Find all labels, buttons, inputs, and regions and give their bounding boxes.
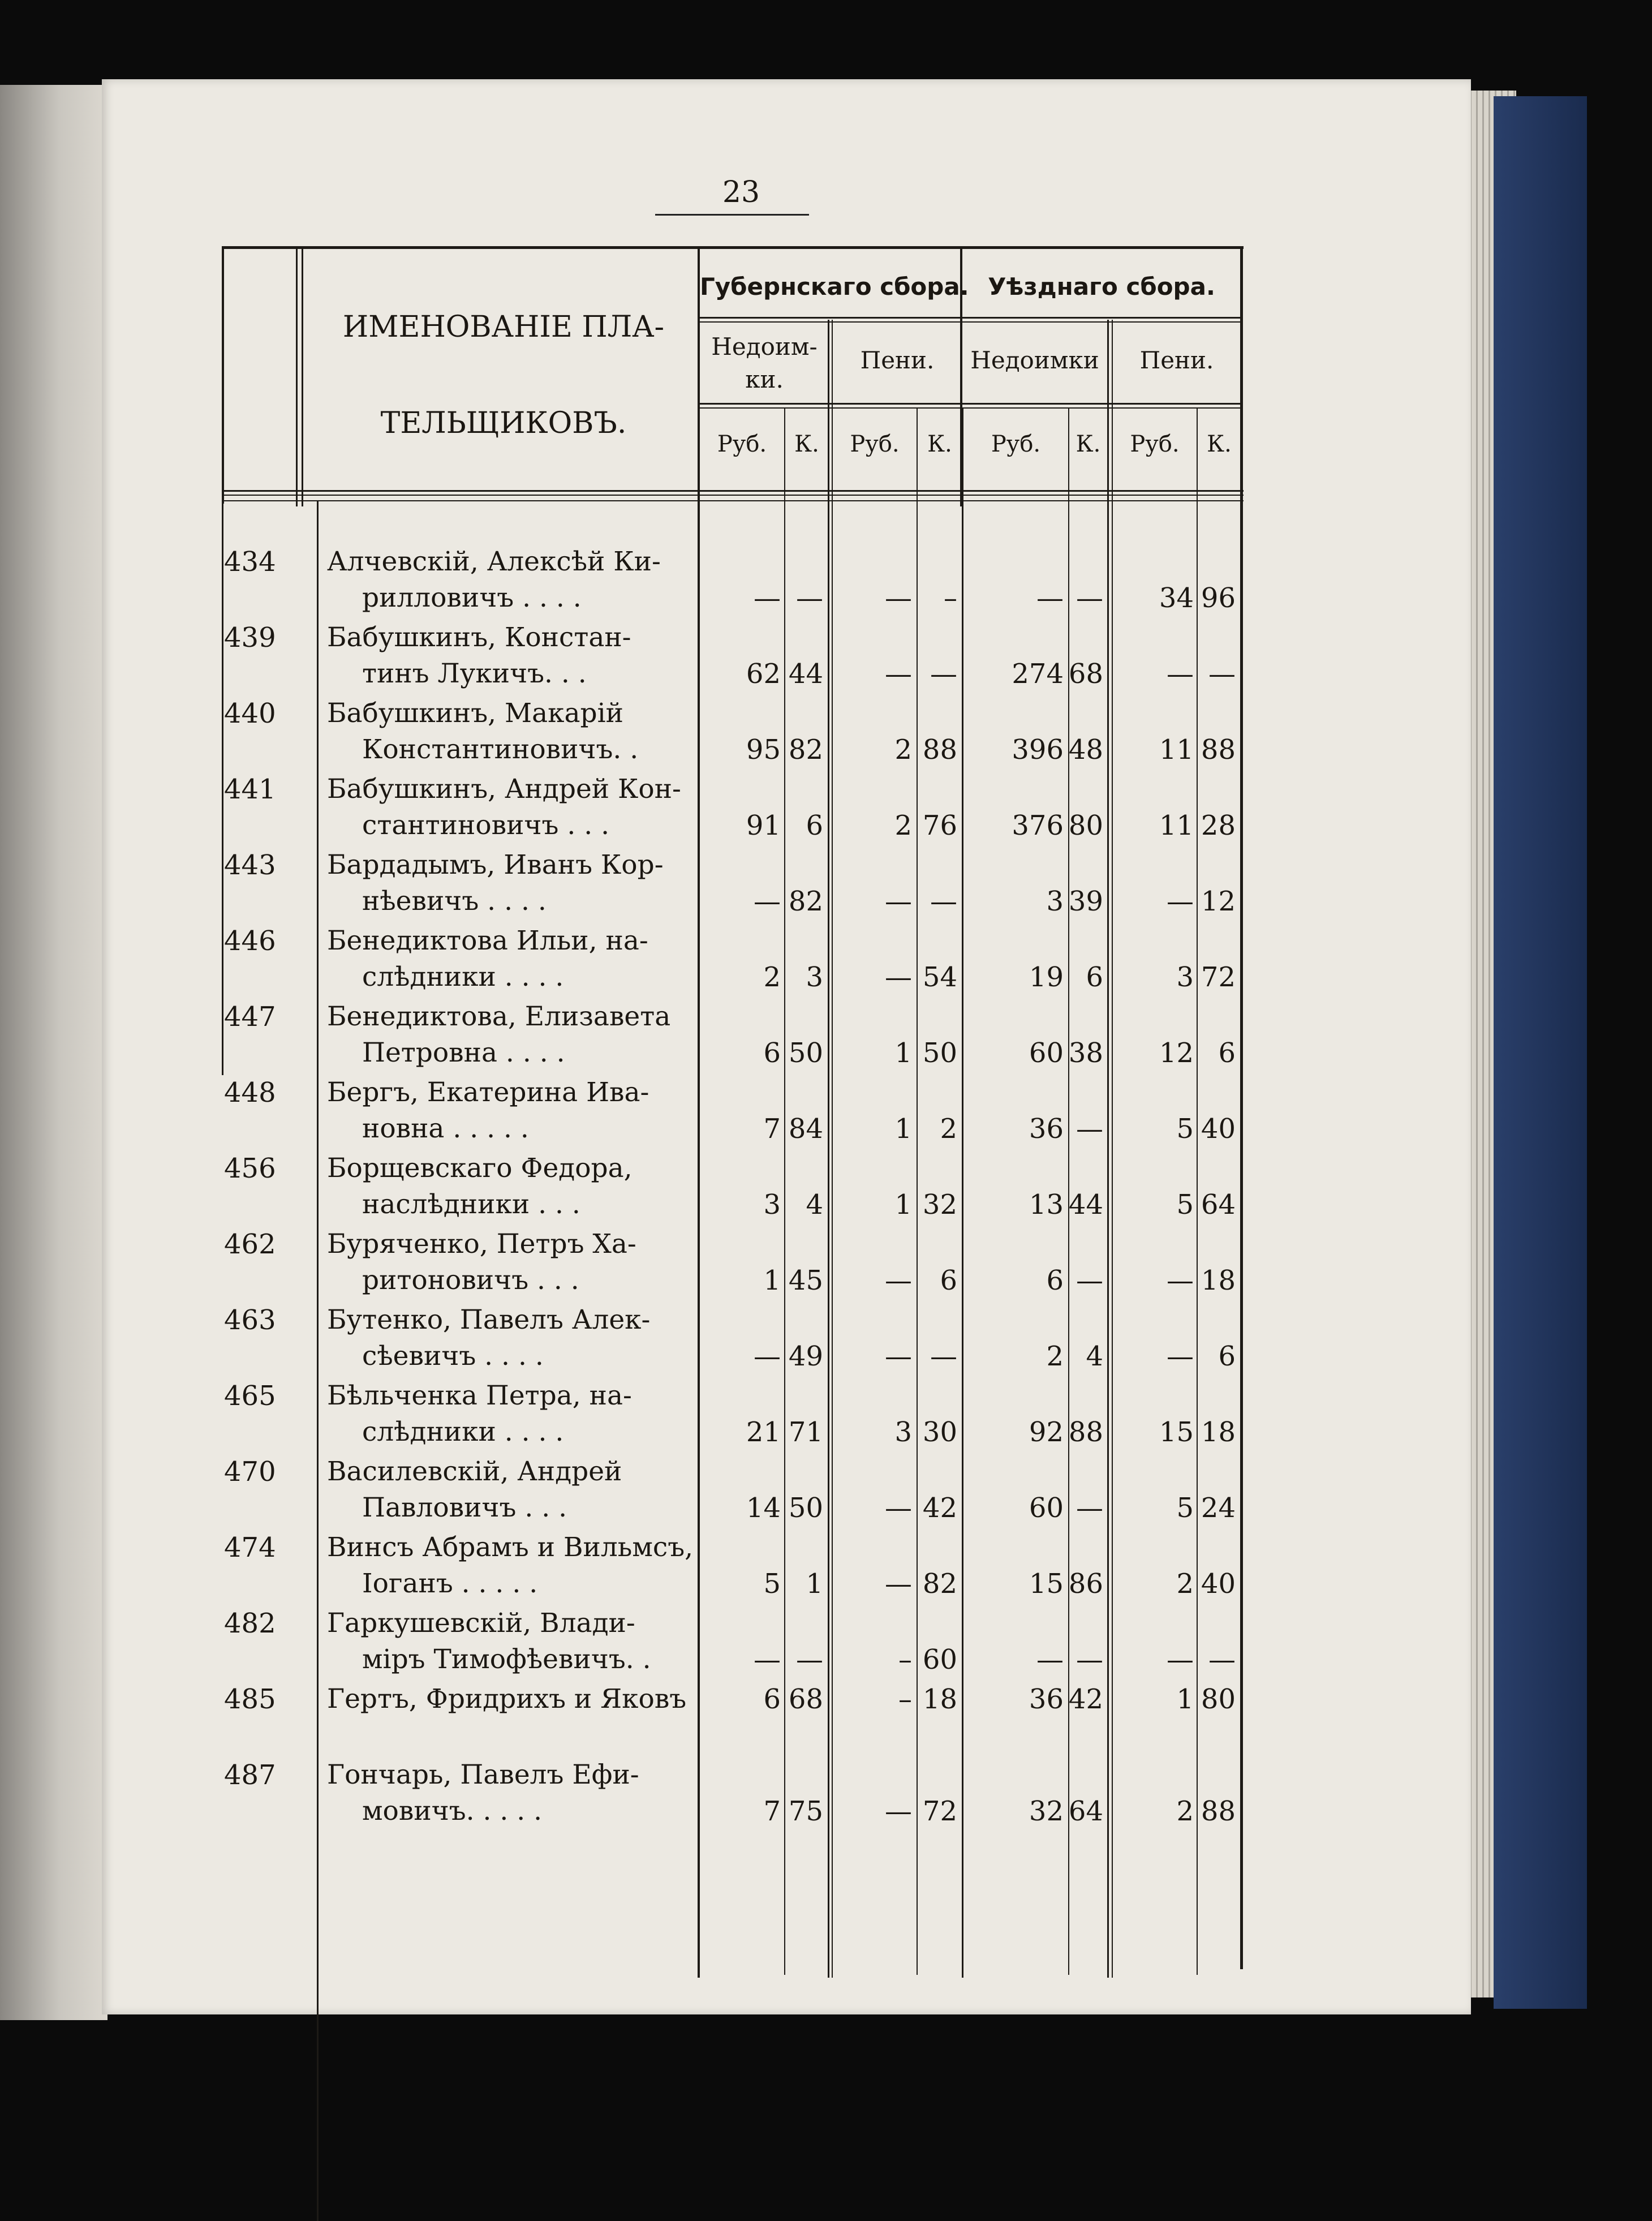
payer-name-line-2: Петровна . . . . [362, 1037, 565, 1068]
header-kop-2: К. [927, 431, 952, 457]
row-number: 463 [224, 1304, 276, 1336]
col-divider-name-a [296, 246, 298, 506]
cell-uezd-nedoimki-kop: 48 [1068, 734, 1103, 766]
row-number: 465 [224, 1380, 276, 1412]
cell-gub-nedoimki-kop: 82 [788, 734, 823, 766]
page-number: 23 [722, 175, 760, 209]
cell-uezd-nedoimki-kop: 38 [1068, 1037, 1103, 1069]
cell-uezd-nedoimki-kop: 6 [1086, 961, 1103, 993]
cell-uezd-peni-rub: 2 [1176, 1795, 1194, 1827]
cell-gub-nedoimki-rub: 91 [746, 810, 781, 841]
payer-name-line-1: Бергъ, Екатерина Ива- [327, 1077, 649, 1108]
header-gub-peni: Пени. [860, 346, 935, 374]
cell-gub-peni-rub: 1 [894, 1189, 912, 1221]
cell-gub-nedoimki-kop: 4 [806, 1189, 823, 1221]
row-number: 485 [224, 1683, 276, 1715]
cell-uezd-nedoimki-rub: 13 [1029, 1189, 1064, 1221]
table-row [0, 849, 1652, 925]
cell-gub-nedoimki-kop: 68 [788, 1683, 823, 1715]
cell-uezd-nedoimki-kop: 88 [1068, 1416, 1103, 1448]
cell-gub-nedoimki-rub: 6 [763, 1683, 781, 1715]
row-number: 439 [224, 622, 276, 654]
payer-name-line-2: Константиновичъ. . [362, 734, 639, 765]
cell-gub-nedoimki-rub: 95 [746, 734, 781, 766]
cell-gub-peni-rub: — [885, 658, 912, 690]
cell-gub-nedoimki-rub: — [754, 886, 781, 917]
payer-name-line-2: нѣевичъ . . . . [362, 886, 547, 917]
cell-uezd-nedoimki-rub: 6 [1046, 1265, 1064, 1296]
table-row [0, 774, 1652, 849]
payer-name-line-1: Бенедиктова Ильи, на- [327, 925, 648, 956]
cell-gub-nedoimki-rub: 2 [763, 961, 781, 993]
cell-gub-nedoimki-kop: 50 [788, 1492, 823, 1524]
cell-gub-nedoimki-kop: — [796, 582, 823, 614]
payer-name-line-1: Бутенко, Павелъ Алек- [327, 1304, 651, 1335]
payer-name-line-2: новна . . . . . [362, 1113, 529, 1144]
cell-gub-nedoimki-kop: 82 [788, 886, 823, 917]
cell-uezd-peni-rub: 5 [1176, 1492, 1194, 1524]
cell-uezd-nedoimki-rub: 32 [1029, 1795, 1064, 1827]
cell-uezd-nedoimki-rub: 3 [1046, 886, 1064, 917]
row-number: 441 [224, 774, 276, 805]
table-row [0, 1608, 1652, 1683]
row-number: 447 [224, 1001, 276, 1033]
cell-uezd-peni-rub: 34 [1159, 582, 1194, 614]
cell-uezd-peni-kop: 28 [1201, 810, 1236, 841]
cell-gub-peni-rub: — [885, 886, 912, 917]
table-row [0, 1380, 1652, 1456]
payer-name-line-1: Гертъ, Фридрихъ и Яковъ [327, 1683, 687, 1715]
cell-uezd-peni-rub: — [1167, 1341, 1194, 1372]
hdr-rule-1b [698, 321, 1242, 323]
table-row [0, 698, 1652, 774]
hdr-rule-bottom-b [223, 495, 1244, 496]
header-rub-1: Руб. [717, 431, 767, 457]
cell-gub-nedoimki-kop: 45 [788, 1265, 823, 1296]
table-row [0, 622, 1652, 698]
cell-uezd-nedoimki-rub: 60 [1029, 1037, 1064, 1069]
payer-name-line-1: Бенедиктова, Елизавета [327, 1001, 671, 1032]
table-row [0, 1683, 1652, 1759]
cell-gub-peni-rub: 1 [894, 1113, 912, 1145]
row-number: 482 [224, 1608, 276, 1639]
cell-uezd-nedoimki-rub: 36 [1029, 1683, 1064, 1715]
cell-gub-peni-kop: 54 [922, 961, 957, 993]
cell-uezd-peni-rub: 5 [1176, 1189, 1194, 1221]
cell-uezd-peni-kop: — [1208, 1644, 1236, 1676]
cell-gub-peni-rub: 2 [894, 810, 912, 841]
payer-name-line-1: Алчевскій, Алексѣй Ки- [327, 546, 661, 577]
header-rub-2: Руб. [850, 431, 900, 457]
cell-uezd-peni-rub: 11 [1159, 810, 1194, 841]
cell-gub-peni-rub: 2 [894, 734, 912, 766]
payer-name-line-2: міръ Тимофѣевичъ. . [362, 1644, 651, 1675]
header-kop-4: К. [1207, 431, 1232, 457]
row-number: 434 [224, 546, 276, 578]
cell-gub-peni-rub: — [885, 1341, 912, 1372]
cell-uezd-nedoimki-rub: 274 [1012, 658, 1064, 690]
cell-gub-peni-kop: 88 [922, 734, 957, 766]
cell-uezd-nedoimki-rub: 92 [1029, 1416, 1064, 1448]
payer-name-line-2: Павловичъ . . . [362, 1492, 567, 1523]
cell-uezd-nedoimki-rub: 396 [1012, 734, 1064, 766]
cell-gub-peni-rub: — [885, 961, 912, 993]
payer-name-line-2: слѣдники . . . . [362, 961, 564, 993]
header-gub: Губернскаго сбора. [700, 273, 969, 300]
cell-gub-peni-rub: — [885, 1795, 912, 1827]
cell-gub-peni-kop: 2 [940, 1113, 957, 1145]
payer-name-line-1: Гаркушевскій, Влади- [327, 1608, 635, 1639]
row-number: 470 [224, 1456, 276, 1488]
cell-uezd-nedoimki-rub: 376 [1012, 810, 1064, 841]
cell-gub-peni-kop: 30 [922, 1416, 957, 1448]
cell-uezd-peni-kop: 88 [1201, 734, 1236, 766]
payer-name-line-2: сѣевичъ . . . . [362, 1341, 544, 1372]
cell-gub-peni-kop: 60 [922, 1644, 957, 1676]
cell-uezd-peni-kop: — [1208, 658, 1236, 690]
hdr-rule-bottom-c [223, 500, 1244, 501]
header-rub-4: Руб. [1130, 431, 1180, 457]
header-kop-1: К. [794, 431, 819, 457]
header-gub-nedoimki-2: ки. [745, 366, 784, 393]
cell-uezd-peni-kop: 64 [1201, 1189, 1236, 1221]
header-rub-3: Руб. [991, 431, 1041, 457]
header-uezd-nedoimki: Недоимки [970, 346, 1099, 374]
cell-uezd-nedoimki-kop: 64 [1068, 1795, 1103, 1827]
payer-name-line-1: Бабушкинъ, Андрей Кон- [327, 774, 681, 805]
row-number: 474 [224, 1532, 276, 1563]
header-gub-nedoimki-1: Недоим- [711, 333, 818, 360]
table-row [0, 1304, 1652, 1380]
cell-gub-nedoimki-kop: 3 [806, 961, 823, 993]
cell-uezd-peni-kop: 80 [1201, 1683, 1236, 1715]
page-number-rule [655, 214, 809, 216]
cell-uezd-nedoimki-kop: — [1076, 1265, 1103, 1296]
cell-uezd-nedoimki-kop: 44 [1068, 1189, 1103, 1221]
cell-gub-peni-kop: 18 [922, 1683, 957, 1715]
cell-uezd-peni-rub: 5 [1176, 1113, 1194, 1145]
cell-uezd-nedoimki-kop: 68 [1068, 658, 1103, 690]
cell-uezd-peni-rub: — [1167, 658, 1194, 690]
cell-uezd-nedoimki-kop: — [1076, 1644, 1103, 1676]
cell-gub-peni-kop: 82 [922, 1568, 957, 1600]
cell-gub-peni-kop: 50 [922, 1037, 957, 1069]
payer-name-line-1: Бабушкинъ, Макарій [327, 698, 623, 729]
cell-gub-nedoimki-rub: 14 [746, 1492, 781, 1524]
cell-uezd-nedoimki-rub: — [1036, 1644, 1064, 1676]
table-row [0, 1532, 1652, 1608]
cell-uezd-nedoimki-rub: — [1036, 582, 1064, 614]
payer-name-line-1: Василевскій, Андрей [327, 1456, 622, 1487]
row-number: 448 [224, 1077, 276, 1109]
hdr-rule-2a [698, 403, 1242, 405]
cell-gub-peni-kop: 42 [922, 1492, 957, 1524]
table-top-rule [223, 246, 1244, 249]
cell-uezd-peni-kop: 88 [1201, 1795, 1236, 1827]
table-row [0, 925, 1652, 1001]
cell-gub-peni-rub: — [885, 1492, 912, 1524]
cell-gub-nedoimki-kop: — [796, 1644, 823, 1676]
cell-gub-nedoimki-rub: 7 [763, 1113, 781, 1145]
cell-gub-peni-rub: – [898, 1644, 912, 1676]
cell-gub-peni-rub: 3 [894, 1416, 912, 1448]
header-kop-3: К. [1075, 431, 1101, 457]
cell-gub-nedoimki-rub: — [754, 582, 781, 614]
cell-gub-peni-kop: — [930, 1341, 957, 1372]
payer-name-line-1: Буряченко, Петръ Ха- [327, 1228, 636, 1260]
cell-gub-nedoimki-rub: — [754, 1644, 781, 1676]
payer-name-line-1: Борщевскаго Федора, [327, 1153, 633, 1184]
row-number: 443 [224, 849, 276, 881]
cell-gub-peni-kop: – [944, 582, 957, 614]
header-uezd-peni: Пени. [1139, 346, 1214, 374]
hdr-rule-bottom-a [223, 490, 1244, 492]
row-number: 462 [224, 1228, 276, 1260]
cell-gub-nedoimki-rub: 7 [763, 1795, 781, 1827]
cell-uezd-peni-kop: 18 [1201, 1416, 1236, 1448]
table-row [0, 1759, 1652, 1835]
row-number: 440 [224, 698, 276, 729]
payer-name-line-2: наслѣдники . . . [362, 1189, 580, 1220]
cell-uezd-peni-kop: 6 [1218, 1037, 1236, 1069]
cell-uezd-peni-kop: 24 [1201, 1492, 1236, 1524]
cell-uezd-nedoimki-kop: — [1076, 582, 1103, 614]
table-row [0, 1077, 1652, 1153]
hdr-rule-1a [698, 317, 1242, 319]
cell-gub-peni-kop: — [930, 886, 957, 917]
payer-name-line-1: Гончарь, Павелъ Ефи- [327, 1759, 639, 1790]
cell-uezd-peni-kop: 6 [1218, 1341, 1236, 1372]
cell-uezd-peni-rub: 15 [1159, 1416, 1194, 1448]
cell-gub-peni-rub: — [885, 1568, 912, 1600]
cell-uezd-peni-rub: — [1167, 886, 1194, 917]
row-number: 446 [224, 925, 276, 957]
cell-uezd-nedoimki-kop: 4 [1086, 1341, 1103, 1372]
row-number: 456 [224, 1153, 276, 1184]
cell-uezd-nedoimki-rub: 2 [1046, 1341, 1064, 1372]
col-divider-num [222, 246, 224, 504]
cell-uezd-nedoimki-rub: 15 [1029, 1568, 1064, 1600]
payer-name-line-2: рилловичъ . . . . [362, 582, 582, 613]
col-divider-name-b [302, 246, 303, 506]
cell-uezd-nedoimki-kop: — [1076, 1113, 1103, 1145]
cell-uezd-peni-rub: — [1167, 1265, 1194, 1296]
row-number: 487 [224, 1759, 276, 1791]
cell-gub-peni-rub: 1 [894, 1037, 912, 1069]
cell-gub-nedoimki-rub: 5 [763, 1568, 781, 1600]
cell-gub-nedoimki-kop: 1 [806, 1568, 823, 1600]
cell-uezd-peni-rub: 1 [1176, 1683, 1194, 1715]
table-row [0, 546, 1652, 622]
cell-uezd-peni-kop: 72 [1201, 961, 1236, 993]
payer-name-line-2: тинъ Лукичъ. . . [362, 658, 587, 689]
cell-uezd-peni-kop: 18 [1201, 1265, 1236, 1296]
cell-gub-peni-kop: 6 [940, 1265, 957, 1296]
cell-gub-nedoimki-rub: 6 [763, 1037, 781, 1069]
cell-uezd-peni-rub: 12 [1159, 1037, 1194, 1069]
payer-name-line-1: Бабушкинъ, Констан- [327, 622, 631, 653]
cell-gub-peni-rub: – [898, 1683, 912, 1715]
cell-uezd-peni-rub: 2 [1176, 1568, 1194, 1600]
cell-uezd-peni-rub: — [1167, 1644, 1194, 1676]
cell-gub-nedoimki-kop: 44 [788, 658, 823, 690]
cell-gub-nedoimki-kop: 6 [806, 810, 823, 841]
cell-gub-peni-kop: — [930, 658, 957, 690]
cell-uezd-nedoimki-kop: — [1076, 1492, 1103, 1524]
cell-gub-peni-kop: 32 [922, 1189, 957, 1221]
cell-uezd-nedoimki-kop: 42 [1068, 1683, 1103, 1715]
table-row [0, 1001, 1652, 1077]
cell-uezd-nedoimki-kop: 39 [1068, 886, 1103, 917]
table-row [0, 1456, 1652, 1532]
cell-gub-peni-rub: — [885, 582, 912, 614]
hdr-rule-2b [698, 407, 1242, 409]
payer-name-line-1: Бѣльченка Петра, на- [327, 1380, 632, 1411]
payer-name-line-2: Іоганъ . . . . . [362, 1568, 538, 1599]
cell-gub-nedoimki-rub: 1 [763, 1265, 781, 1296]
table-row [0, 1228, 1652, 1304]
cell-uezd-peni-kop: 40 [1201, 1113, 1236, 1145]
payer-name-line-2: мовичъ. . . . . [362, 1795, 543, 1827]
header-col-name-2: ТЕЛЬЩИКОВЪ. [380, 406, 627, 440]
cell-gub-nedoimki-rub: 3 [763, 1189, 781, 1221]
cell-gub-peni-rub: — [885, 1265, 912, 1296]
cell-uezd-nedoimki-rub: 36 [1029, 1113, 1064, 1145]
cell-uezd-nedoimki-kop: 80 [1068, 810, 1103, 841]
cell-uezd-nedoimki-rub: 60 [1029, 1492, 1064, 1524]
cell-gub-nedoimki-kop: 49 [788, 1341, 823, 1372]
cell-uezd-peni-rub: 11 [1159, 734, 1194, 766]
cell-gub-nedoimki-kop: 75 [788, 1795, 823, 1827]
header-col-name-1: ИМЕНОВАНІЕ ПЛА- [342, 310, 665, 344]
cell-gub-nedoimki-rub: — [754, 1341, 781, 1372]
cell-gub-peni-kop: 76 [922, 810, 957, 841]
payer-name-line-2: слѣдники . . . . [362, 1416, 564, 1447]
payer-name-line-1: Винсъ Абрамъ и Вильмсъ, [327, 1532, 694, 1563]
cell-gub-nedoimki-rub: 62 [746, 658, 781, 690]
payer-name-line-2: стантиновичъ . . . [362, 810, 610, 841]
cell-uezd-peni-kop: 96 [1201, 582, 1236, 614]
payer-name-line-1: Бардадымъ, Иванъ Кор- [327, 849, 664, 880]
cell-uezd-peni-kop: 40 [1201, 1568, 1236, 1600]
cell-uezd-nedoimki-kop: 86 [1068, 1568, 1103, 1600]
cell-uezd-peni-kop: 12 [1201, 886, 1236, 917]
payer-name-line-2: ритоновичъ . . . [362, 1265, 579, 1296]
cell-gub-peni-kop: 72 [922, 1795, 957, 1827]
cell-gub-nedoimki-kop: 84 [788, 1113, 823, 1145]
cell-uezd-peni-rub: 3 [1176, 961, 1194, 993]
cell-uezd-nedoimki-rub: 19 [1029, 961, 1064, 993]
cell-gub-nedoimki-rub: 21 [746, 1416, 781, 1448]
cell-gub-nedoimki-kop: 71 [788, 1416, 823, 1448]
cell-gub-nedoimki-kop: 50 [788, 1037, 823, 1069]
table-row [0, 1153, 1652, 1228]
header-uezd: Уѣзднаго сбора. [988, 273, 1215, 300]
